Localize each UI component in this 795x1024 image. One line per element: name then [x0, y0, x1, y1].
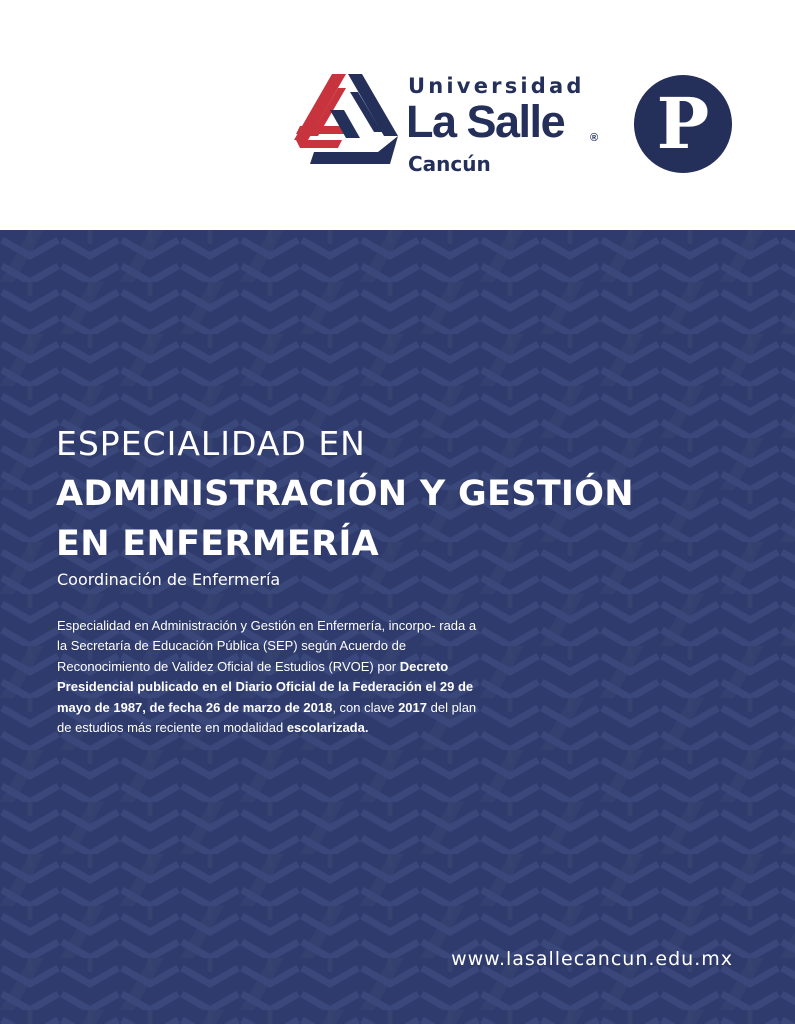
description-text-3: del plan de estudios más reciente en modalidad: [57, 699, 477, 736]
description-bold-2: 2017: [398, 699, 427, 715]
description-text-1: Especialidad en Administración y Gestión en Enfermería, incorpo- rada a la Secretaría de Educación Pública (SEP) según Acuerdo de Reconocimiento de Validez Oficial de Estudios (RVOE) por: [57, 618, 477, 674]
description-text-2: , con clave: [332, 699, 399, 715]
logo-line-lasalle: La Salle: [406, 96, 565, 147]
logo-wordmark: [406, 70, 606, 180]
logo-line-universidad: Universidad: [408, 74, 585, 98]
description-paragraph: [57, 616, 477, 738]
la-salle-logo-icon: [294, 72, 398, 170]
website-url: www.lasallecancun.edu.mx: [451, 948, 733, 970]
title-line-2: ADMINISTRACIÓN Y GESTIÓN: [56, 474, 634, 514]
subtitle: Coordinación de Enfermería: [57, 570, 281, 589]
logo-line-cancun: Cancún: [408, 152, 491, 176]
registered-mark: ®: [590, 132, 599, 144]
title-line-1: ESPECIALIDAD EN: [56, 424, 366, 463]
cover-panel: [0, 230, 795, 1024]
description-bold-3: escolarizada.: [286, 720, 369, 736]
description-bold-1: Decreto Presidencial publicado en el Diario Oficial de la Federación el 29 de mayo de 1987, de fecha 26 de marzo de 2018: [57, 658, 474, 715]
header: [0, 0, 795, 230]
p-badge-icon: P: [634, 75, 732, 173]
title-line-3: EN ENFERMERÍA: [56, 524, 380, 564]
